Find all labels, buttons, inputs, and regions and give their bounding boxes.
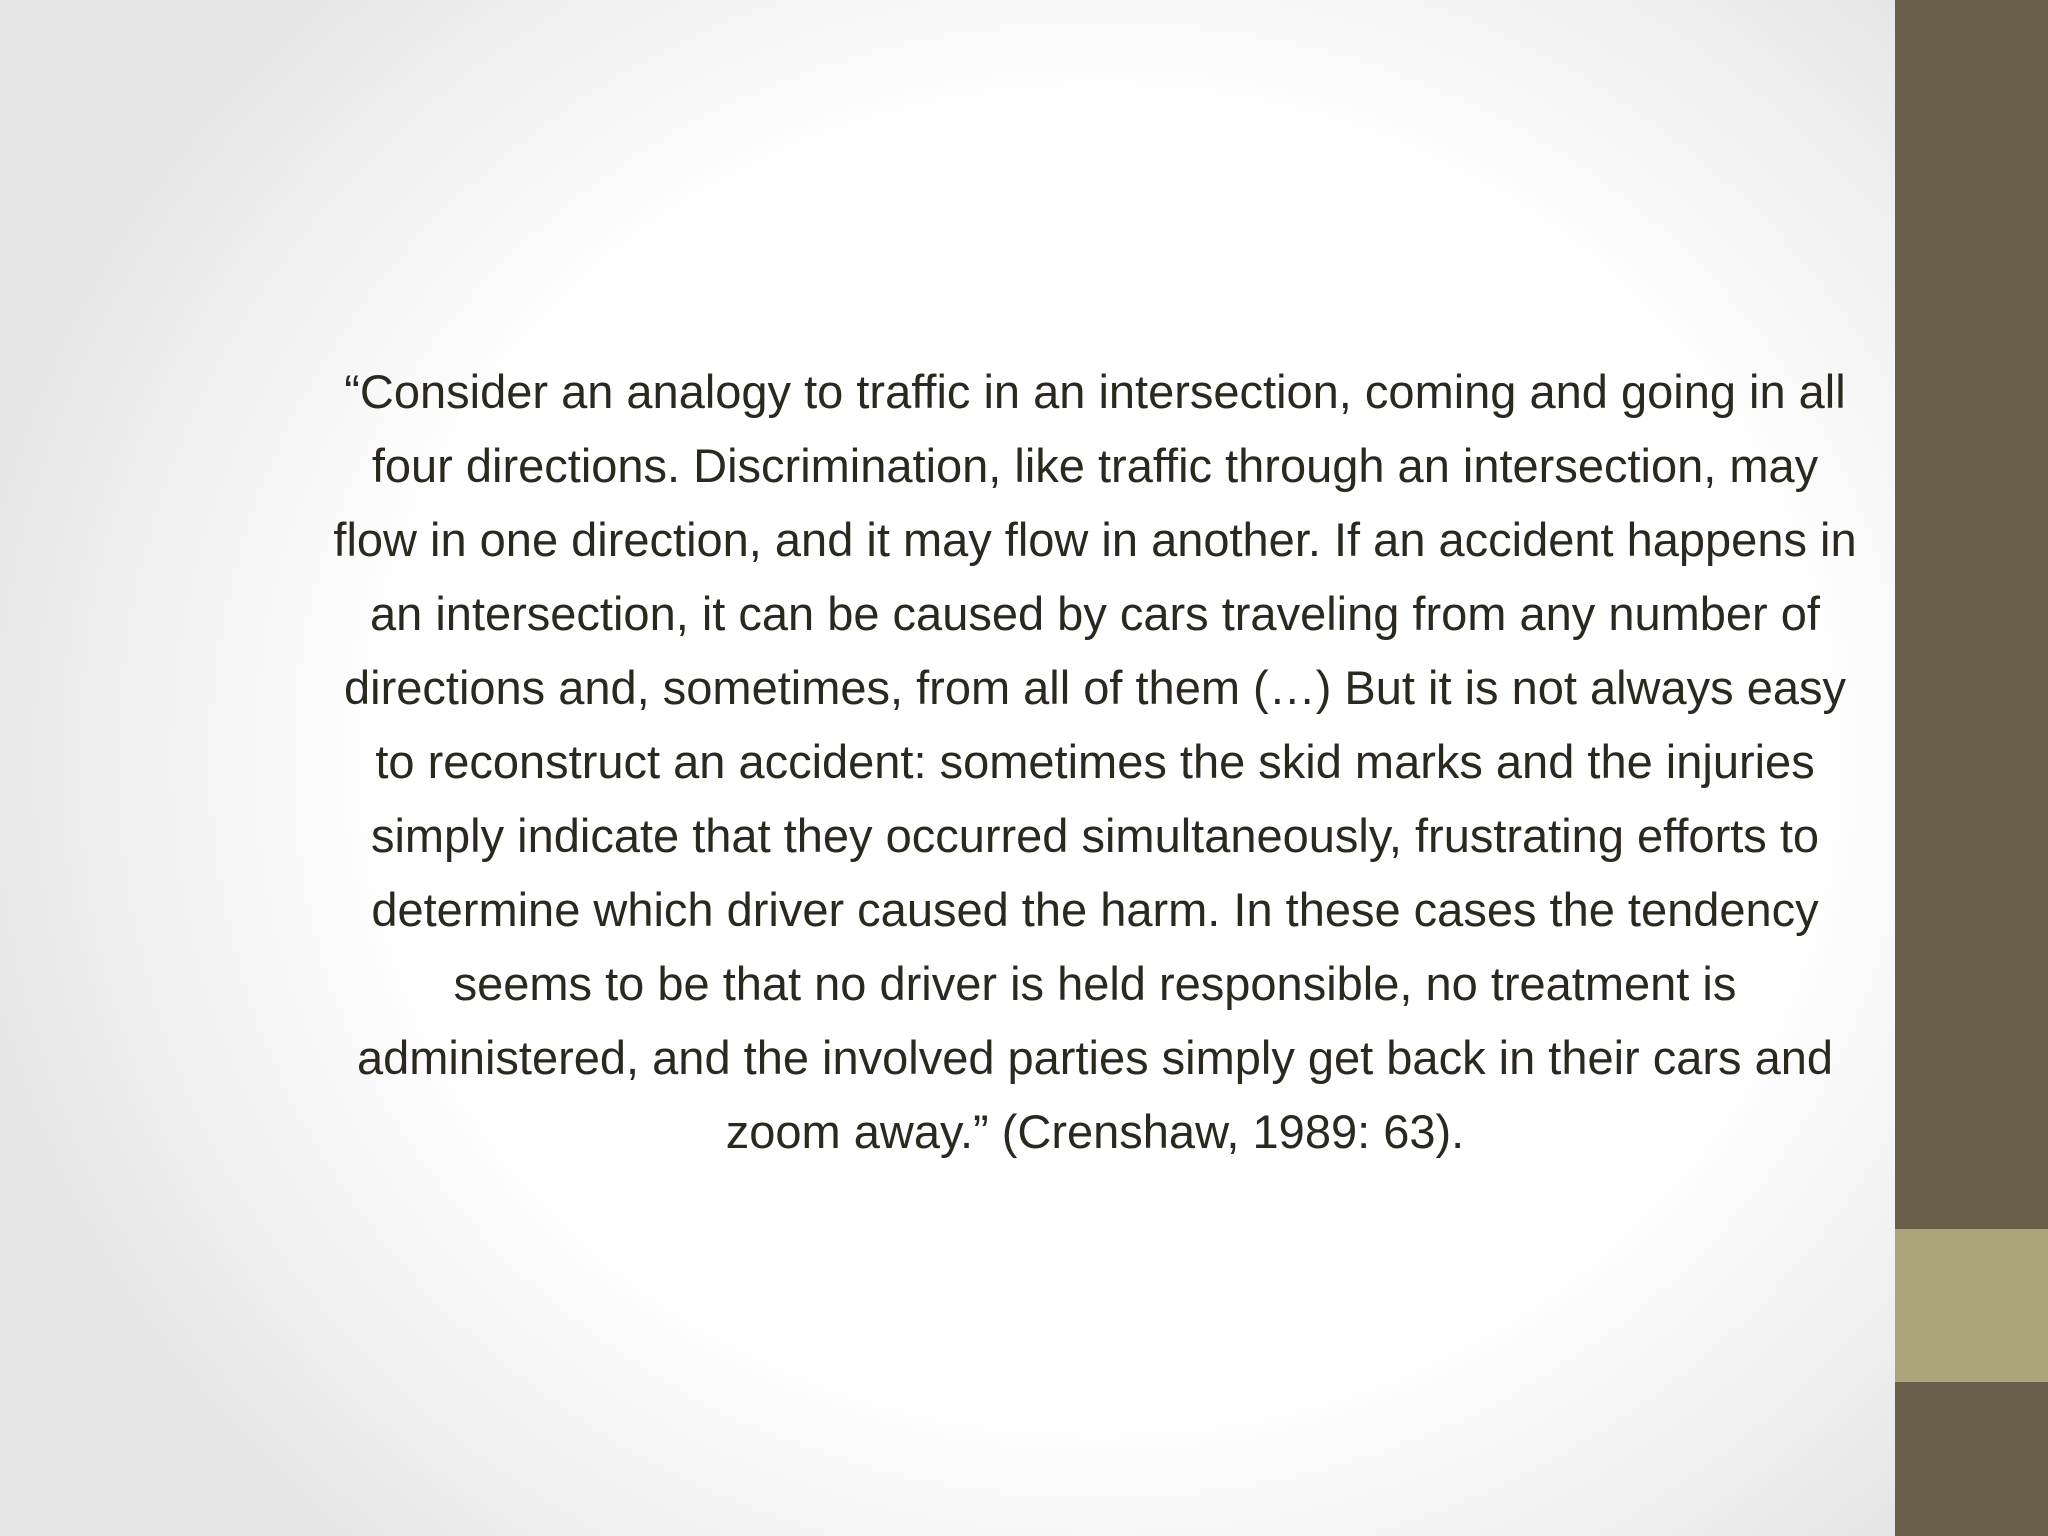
quote-text: “Consider an analogy to traffic in an intersection, coming and going in all four directions. Discrimination, like traffic through an intersection, may flow in one direction, and it may flow in another. If an accident happens in an intersection, it can be caused by cars traveling from any number of directions and, sometimes, from all of them (…) But it is not always easy to reconstruct an accident: sometimes the skid marks and the injuries simply indicate that they occurred simultaneously, frustrating efforts to determine which driver caused the harm. In these cases the tendency seems to be that no driver is held responsible, no treatment is administered, and the involved parties simply get back in their cars and zoom away.” (Crenshaw, 1989: 63).: [333, 365, 1857, 1158]
side-accent-block: [1895, 1229, 2048, 1382]
